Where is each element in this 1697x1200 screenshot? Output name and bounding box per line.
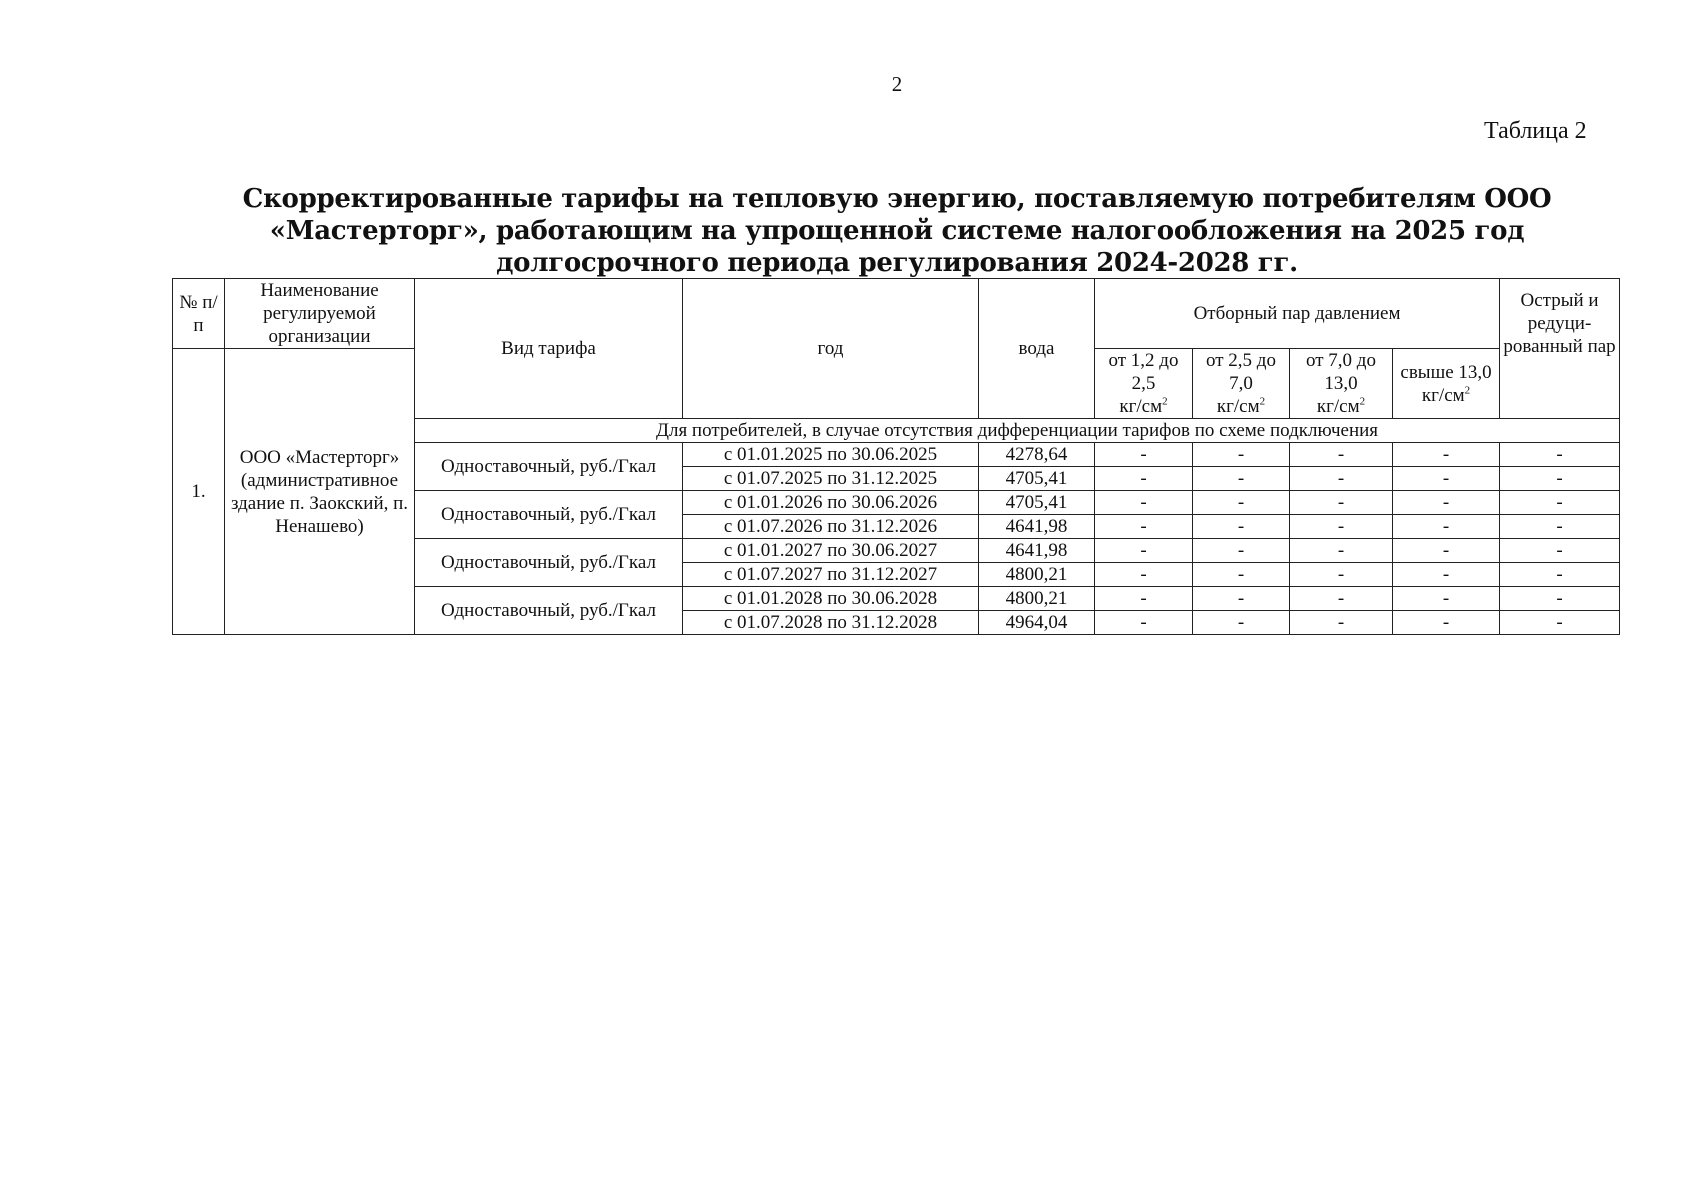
steam-cell: - — [1393, 587, 1500, 611]
unit-power: 2 — [1359, 395, 1366, 408]
sharp-steam-cell: - — [1500, 515, 1620, 539]
steam-cell: - — [1193, 563, 1290, 587]
unit-label: кг/см — [1119, 396, 1163, 417]
water-cell: 4800,21 — [979, 587, 1095, 611]
header-steam-2-5 — [1193, 349, 1290, 419]
header-org: Наименование регулируемой организации — [225, 279, 415, 349]
steam-cell: - — [1095, 539, 1193, 563]
steam-cell: - — [1290, 587, 1393, 611]
steam-cell: - — [1095, 443, 1193, 467]
tariff-type-cell: Одноставочный, руб./Гкал — [415, 491, 683, 539]
period-cell: с 01.07.2027 по 31.12.2027 — [683, 563, 979, 587]
steam-cell: - — [1290, 563, 1393, 587]
steam-cell: - — [1393, 611, 1500, 635]
water-cell: 4278,64 — [979, 443, 1095, 467]
sharp-steam-cell: - — [1500, 443, 1620, 467]
unit-power: 2 — [1464, 384, 1471, 397]
steam-cell: - — [1393, 443, 1500, 467]
steam-cell: - — [1290, 611, 1393, 635]
water-cell: 4800,21 — [979, 563, 1095, 587]
tariff-type-cell: Одноставочный, руб./Гкал — [415, 539, 683, 587]
steam-cell: - — [1095, 515, 1193, 539]
period-cell: с 01.01.2025 по 30.06.2025 — [683, 443, 979, 467]
steam-cell: - — [1193, 443, 1290, 467]
steam-cell: - — [1193, 491, 1290, 515]
header-steam-7-0 — [1290, 349, 1393, 419]
table-label: Таблица 2 — [1484, 118, 1587, 144]
steam-cell: - — [1193, 611, 1290, 635]
steam-cell: - — [1095, 587, 1193, 611]
sharp-steam-cell: - — [1500, 611, 1620, 635]
header-year: год — [683, 279, 979, 419]
sharp-steam-cell: - — [1500, 563, 1620, 587]
water-cell: 4705,41 — [979, 467, 1095, 491]
tariff-type-cell: Одноставочный, руб./Гкал — [415, 443, 683, 491]
water-cell: 4705,41 — [979, 491, 1095, 515]
steam-cell: - — [1095, 491, 1193, 515]
unit-label: кг/см — [1316, 396, 1360, 417]
steam-cell: - — [1290, 539, 1393, 563]
steam-cell: - — [1193, 539, 1290, 563]
water-cell: 4641,98 — [979, 515, 1095, 539]
row-number: 1. — [173, 349, 225, 635]
steam-range-label: свыше 13,0 — [1400, 361, 1492, 383]
steam-cell: - — [1193, 515, 1290, 539]
sharp-steam-cell: - — [1500, 587, 1620, 611]
steam-cell: - — [1393, 563, 1500, 587]
steam-cell: - — [1393, 491, 1500, 515]
page-number: 2 — [891, 72, 903, 96]
period-cell: с 01.07.2028 по 31.12.2028 — [683, 611, 979, 635]
steam-cell: - — [1290, 515, 1393, 539]
period-cell: с 01.01.2027 по 30.06.2027 — [683, 539, 979, 563]
steam-cell: - — [1393, 539, 1500, 563]
header-steam-over-13 — [1393, 349, 1500, 419]
unit-power: 2 — [1162, 395, 1168, 408]
steam-cell: - — [1095, 467, 1193, 491]
sharp-steam-cell: - — [1500, 491, 1620, 515]
tariff-table — [172, 278, 1620, 635]
period-cell: с 01.01.2028 по 30.06.2028 — [683, 587, 979, 611]
steam-cell: - — [1193, 467, 1290, 491]
period-cell: с 01.07.2025 по 31.12.2025 — [683, 467, 979, 491]
unit-power: 2 — [1259, 395, 1266, 408]
org-name: ООО «Мастерторг» (административное здание п. Заокский, п. Ненашево) — [225, 349, 415, 635]
period-cell: с 01.01.2026 по 30.06.2026 — [683, 491, 979, 515]
document-title: Скорректированные тарифы на тепловую энергию, поставляемую потребителям ООО «Мастерторг», работающим на упрощенной системе налогообложения на 2025 год долгосрочного периода регулирования 2024-2028 гг. — [242, 184, 1552, 278]
header-water: вода — [979, 279, 1095, 419]
steam-cell: - — [1393, 467, 1500, 491]
tariff-type-cell: Одноставочный, руб./Гкал — [415, 587, 683, 635]
steam-cell: - — [1290, 443, 1393, 467]
header-steam-1-2 — [1095, 349, 1193, 419]
header-sharp-steam: Острый и редуци-рованный пар — [1500, 279, 1620, 419]
steam-cell: - — [1095, 611, 1193, 635]
consumer-note: Для потребителей, в случае отсутствия дифференциации тарифов по схеме подключения — [415, 419, 1620, 443]
steam-range-label: от 1,2 до 2,5 — [1108, 350, 1179, 394]
sharp-steam-cell: - — [1500, 467, 1620, 491]
water-cell: 4641,98 — [979, 539, 1095, 563]
steam-cell: - — [1290, 467, 1393, 491]
header-num: № п/п — [173, 279, 225, 349]
sharp-steam-cell: - — [1500, 539, 1620, 563]
header-tariff-type: Вид тарифа — [415, 279, 683, 419]
unit-label: кг/см — [1216, 396, 1260, 417]
steam-cell: - — [1095, 563, 1193, 587]
header-steam-group: Отборный пар давлением — [1095, 279, 1500, 349]
steam-cell: - — [1393, 515, 1500, 539]
water-cell: 4964,04 — [979, 611, 1095, 635]
steam-cell: - — [1193, 587, 1290, 611]
unit-label: кг/см — [1421, 384, 1465, 406]
steam-range-label: от 2,5 до 7,0 — [1206, 350, 1276, 394]
steam-range-label: от 7,0 до 13,0 — [1306, 350, 1376, 394]
period-cell: с 01.07.2026 по 31.12.2026 — [683, 515, 979, 539]
steam-cell: - — [1290, 491, 1393, 515]
